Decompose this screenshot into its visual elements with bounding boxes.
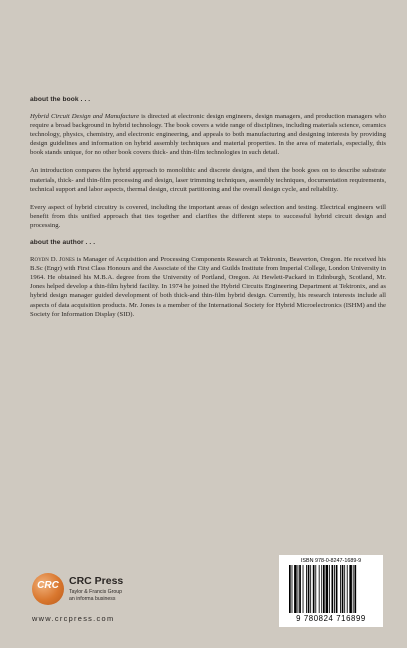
about-book-paragraph-1-text: is directed at electronic design engineers, design managers, and production managers who require a broad background in hybrid technology. The book covers a wide range of disciplines, including materials science, ceramics technology, physics, chemistry, and electronic engineering, and appeals to both manufacturing and designing interests by providing design guidelines and information on hybrid assembly techniques and material properties. In the area of materials, especially, this book stands unique, for no other book covers thick- and thin-film technologies in such detail. [30,113,386,157]
barcode-digits: 9 780824 716899 [296,614,366,623]
isbn-number: ISBN 978-0-8247-1689-9 [300,558,362,564]
publisher-website: www.crcpress.com [32,614,115,623]
blurb [30,96,386,328]
publisher-name: CRC Press [69,575,124,587]
crc-badge-text: CRC [37,580,59,591]
about-book-paragraph-3: Every aspect of hybrid circuitry is covered, including the important areas of design selection and testing. Electrical engineers will benefit from this unified approach that ties together and clarifies the different steps to successful hybrid circuit design and processing. [30,203,386,229]
author-bio-text: is Manager of Acquisition and Processing Components Research at Tektronix, Beaverton, Oregon. He received his B.Sc (Engr) with First Class Honours and the Associate of the City and Guilds Institute from Imperial College, London University in 1964. He obtained his M.B.A. degree from the University of Portland, Oregon. At Hewlett-Packard in Edinburgh, Scotland, Mr. Jones helped develop a thin-film hybrid facility. In 1974 he joined the Hybrid Circuits Engineering Department at Tektronix, and as hybrid design manager guided development of both thick-and thin-film hybrid design. Currently, his research interests include all aspects of data acquisition products. Mr. Jones is a member of the International Society for Hybrid Microelectronics (ISHM) and the Society for Information Display (SID). [30,256,386,318]
about-book-paragraph-1 [30,112,386,157]
author-bio [30,255,386,319]
publisher-tagline: an informa business [69,596,116,602]
barcode-bars [289,565,377,613]
publisher-group: Taylor & Francis Group [69,589,123,595]
book-title: Hybrid Circuit Design and Manufacture [30,113,140,120]
about-book-heading: about the book . . . [30,96,91,103]
author-name: Roydn D. Jones [30,256,75,264]
about-book-paragraph-2: An introduction compares the hybrid approach to monolithic and discrete designs, and then the book goes on to describe substrate materials, thick- and thin-film processing and design, laser trimming techniques, assembly techniques, documentation requirements, technical support and labor aspects, thermal design, circuit partitioning and the overall design cycle, and reliability. [30,167,386,193]
isbn-barcode [279,555,383,627]
about-author-heading: about the author . . . [30,239,96,247]
